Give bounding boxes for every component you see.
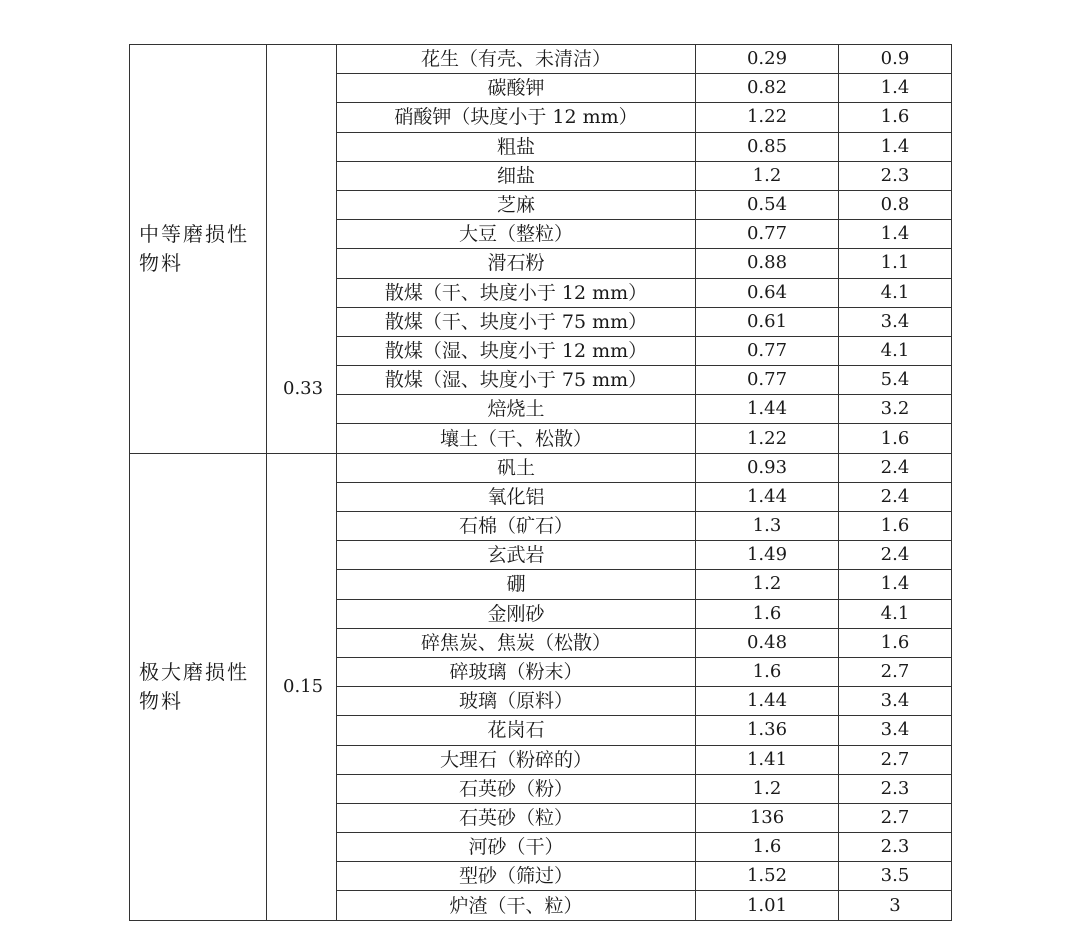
material-cell: 花生（有壳、未清洁） <box>337 45 696 74</box>
value-cell: 3.4 <box>839 716 952 745</box>
table-row <box>130 45 952 74</box>
material-cell: 金刚砂 <box>337 599 696 628</box>
value-cell: 2.7 <box>839 803 952 832</box>
density-cell: 1.6 <box>696 657 839 686</box>
material-cell: 石英砂（粉） <box>337 774 696 803</box>
value-cell: 1.4 <box>839 570 952 599</box>
coefficient-cell: 0.15 <box>267 453 337 920</box>
value-cell: 1.1 <box>839 249 952 278</box>
material-cell: 碎焦炭、焦炭（松散） <box>337 628 696 657</box>
table-row <box>130 453 952 482</box>
value-cell: 2.7 <box>839 745 952 774</box>
value-cell: 4.1 <box>839 599 952 628</box>
density-cell: 1.6 <box>696 833 839 862</box>
material-cell: 散煤（干、块度小于 75 mm） <box>337 307 696 336</box>
density-cell: 1.44 <box>696 482 839 511</box>
density-cell: 0.93 <box>696 453 839 482</box>
value-cell: 3 <box>839 891 952 920</box>
material-cell: 细盐 <box>337 161 696 190</box>
material-cell: 粗盐 <box>337 132 696 161</box>
coefficient-cell: 0.33 <box>267 45 337 454</box>
value-cell: 3.4 <box>839 307 952 336</box>
density-cell: 0.77 <box>696 220 839 249</box>
density-cell: 0.82 <box>696 74 839 103</box>
density-cell: 0.54 <box>696 190 839 219</box>
material-cell: 石英砂（粒） <box>337 803 696 832</box>
value-cell: 2.4 <box>839 453 952 482</box>
material-cell: 散煤（湿、块度小于 75 mm） <box>337 366 696 395</box>
material-cell: 碳酸钾 <box>337 74 696 103</box>
material-cell: 大豆（整粒） <box>337 220 696 249</box>
value-cell: 2.3 <box>839 774 952 803</box>
density-cell: 1.3 <box>696 512 839 541</box>
value-cell: 3.2 <box>839 395 952 424</box>
value-cell: 1.6 <box>839 512 952 541</box>
density-cell: 0.85 <box>696 132 839 161</box>
value-cell: 1.4 <box>839 132 952 161</box>
density-cell: 1.2 <box>696 161 839 190</box>
value-cell: 2.3 <box>839 833 952 862</box>
density-cell: 1.52 <box>696 862 839 891</box>
density-cell: 0.77 <box>696 336 839 365</box>
material-cell: 焙烧土 <box>337 395 696 424</box>
density-cell: 1.22 <box>696 424 839 453</box>
density-cell: 1.44 <box>696 395 839 424</box>
material-cell: 碎玻璃（粉末） <box>337 657 696 686</box>
density-cell: 136 <box>696 803 839 832</box>
material-cell: 河砂（干） <box>337 833 696 862</box>
material-cell: 矾土 <box>337 453 696 482</box>
material-cell: 硼 <box>337 570 696 599</box>
value-cell: 1.6 <box>839 628 952 657</box>
value-cell: 3.4 <box>839 687 952 716</box>
density-cell: 1.6 <box>696 599 839 628</box>
density-cell: 0.61 <box>696 307 839 336</box>
density-cell: 1.49 <box>696 541 839 570</box>
material-cell: 大理石（粉碎的） <box>337 745 696 774</box>
material-cell: 滑石粉 <box>337 249 696 278</box>
material-cell: 氧化铝 <box>337 482 696 511</box>
material-cell: 壤土（干、松散） <box>337 424 696 453</box>
value-cell: 4.1 <box>839 278 952 307</box>
density-cell: 1.01 <box>696 891 839 920</box>
material-cell: 炉渣（干、粒） <box>337 891 696 920</box>
material-cell: 硝酸钾（块度小于 12 mm） <box>337 103 696 132</box>
density-cell: 1.2 <box>696 774 839 803</box>
materials-table-body <box>130 45 952 921</box>
value-cell: 3.5 <box>839 862 952 891</box>
material-cell: 芝麻 <box>337 190 696 219</box>
value-cell: 5.4 <box>839 366 952 395</box>
density-cell: 0.88 <box>696 249 839 278</box>
value-cell: 1.6 <box>839 103 952 132</box>
material-cell: 石棉（矿石） <box>337 512 696 541</box>
value-cell: 4.1 <box>839 336 952 365</box>
density-cell: 1.22 <box>696 103 839 132</box>
material-cell: 散煤（干、块度小于 12 mm） <box>337 278 696 307</box>
value-cell: 1.6 <box>839 424 952 453</box>
material-cell: 散煤（湿、块度小于 12 mm） <box>337 336 696 365</box>
density-cell: 0.48 <box>696 628 839 657</box>
materials-table <box>129 44 952 921</box>
density-cell: 1.41 <box>696 745 839 774</box>
category-cell: 中等磨损性物料 <box>130 45 267 454</box>
value-cell: 2.4 <box>839 482 952 511</box>
material-cell: 玻璃（原料） <box>337 687 696 716</box>
value-cell: 1.4 <box>839 220 952 249</box>
value-cell: 1.4 <box>839 74 952 103</box>
density-cell: 0.29 <box>696 45 839 74</box>
density-cell: 1.36 <box>696 716 839 745</box>
value-cell: 0.8 <box>839 190 952 219</box>
value-cell: 2.3 <box>839 161 952 190</box>
density-cell: 0.64 <box>696 278 839 307</box>
value-cell: 2.7 <box>839 657 952 686</box>
density-cell: 1.44 <box>696 687 839 716</box>
value-cell: 2.4 <box>839 541 952 570</box>
density-cell: 1.2 <box>696 570 839 599</box>
density-cell: 0.77 <box>696 366 839 395</box>
material-cell: 花岗石 <box>337 716 696 745</box>
value-cell: 0.9 <box>839 45 952 74</box>
material-cell: 玄武岩 <box>337 541 696 570</box>
material-cell: 型砂（筛过） <box>337 862 696 891</box>
category-cell: 极大磨损性物料 <box>130 453 267 920</box>
